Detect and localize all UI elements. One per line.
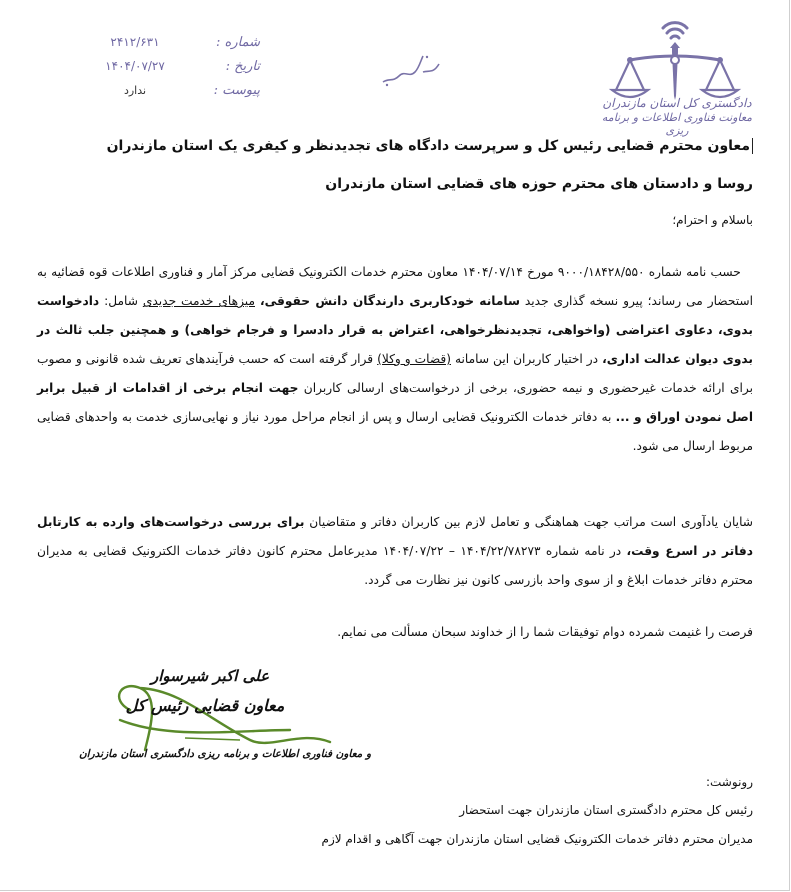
- signer-name: علی اکبر شیرسوار: [150, 667, 270, 685]
- p1-text-5: به دفاتر خدمات الکترونیک قضایی ارسال و پس از انجام مراحل مورد نیاز و نهایی‌سازی خدمت به واحدهای قضایی مربوط ارسال می شود.: [37, 410, 753, 453]
- attachment-value: ندارد: [123, 83, 147, 97]
- cc-label: رونوشت:: [705, 775, 753, 789]
- p1-bold-3: جهت انجام برخی از اقدامات از قبیل برابر اصل نمودن اوراق و ...: [37, 381, 753, 424]
- number-label: شماره :: [216, 34, 260, 50]
- p1-bold-1: سامانه خودکاربری دارندگان دانش حقوقی،: [259, 294, 520, 308]
- signer-title: معاون قضایی رئیس کل: [125, 696, 285, 715]
- meta-attachment: [80, 78, 260, 102]
- addressee-primary: معاون محترم قضایی رئیس کل و سرپرست دادگاه های تجدیدنظر و کیفری یک استان مازندران: [107, 138, 753, 154]
- letter-meta: [80, 30, 260, 102]
- bismillah-calligraphy: [375, 52, 445, 88]
- date-value: ۱۴۰۴/۰۷/۲۷: [105, 59, 165, 73]
- p2-text-2: در نامه شماره ۱۴۰۴/۲۲/۷۸۲۷۳ – ۱۴۰۴/۰۷/۲۲ مدیرعامل محترم کانون دفاتر خدمات الکترونیک قضایی به مدیران محترم دفاتر خدمات ابلاغ و از سوی واحد بازرسی کانون نیز نظارت می گردد.: [37, 544, 753, 587]
- p2-text-1: شایان یادآوری است مراتب جهت هماهنگی و تعامل لازم بین کاربران دفاتر و متقاضیان: [304, 515, 754, 529]
- p1-text-4: قرار گرفته است که حسب فرآیندهای تعریف شده قانونی و مصوب برای ارائه خدمات غیرحضوری و نیمه حضوری، برخی از درخواست‌های ارسالی کاربران: [37, 352, 753, 395]
- closing-paragraph: فرصت را غنیمت شمرده دوام توفیقات شما را از خداوند سبحان مسألت می نمایم.: [337, 625, 753, 639]
- number-value: ۲۴۱۲/۶۳۱: [110, 35, 160, 49]
- addressee-secondary: روسا و دادستان های محترم حوزه های قضایی استان مازندران: [325, 176, 753, 192]
- logo-org-name: دادگستری کل استان مازندران: [602, 96, 752, 110]
- date-label: تاریخ :: [225, 58, 260, 74]
- signer-unit: و معاون فناوری اطلاعات و برنامه ریزی دادگستری استان مازندران: [78, 748, 372, 760]
- logo-dept-name: معاونت فناوری اطلاعات و برنامه ریزی: [601, 111, 753, 137]
- p1-underline-2: (قضات و وکلا): [377, 352, 451, 366]
- p1-underline-1: میزهای خدمت جدیدی: [142, 294, 255, 308]
- p2-bold-1: برای بررسی درخواست‌های وارده به کارتابل دفاتر در اسرع وقت،: [37, 515, 754, 558]
- cc-item: مدیران محترم دفاتر خدمات الکترونیک قضایی استان مازندران جهت آگاهی و اقدام لازم: [321, 832, 753, 846]
- p1-text-3: در اختیار کاربران این سامانه: [451, 352, 603, 366]
- attachment-label: پیوست :: [213, 82, 260, 98]
- p1-text-1: حسب نامه شماره ۹۰۰۰/۱۸۴۲۸/۵۵۰ مورخ ۱۴۰۴/۰۷/۱۴ معاون محترم خدمات الکترونیک قضایی مرکز آمار و فناوری اطلاعات قوه قضائیه به استحضار می رساند؛ پیرو نسخه گذاری جدید: [37, 265, 754, 308]
- p1-text-2: شامل:: [99, 294, 143, 308]
- cc-item: رئیس کل محترم دادگستری استان مازندران جهت استحضار: [459, 803, 753, 817]
- body-paragraph-1: [37, 258, 753, 461]
- p1-bold-2: دادخواست بدوی، دعاوی اعتراضی (واخواهی، تجدیدنظرخواهی، اعتراض به قرار دادسرا و فرجام خواهی) و همچنین جلب ثالث در بدوی دیوان عدالت اداری،: [37, 294, 754, 366]
- meta-number: [80, 30, 260, 54]
- greeting: باسلام و احترام؛: [672, 213, 753, 227]
- meta-date: [80, 54, 260, 78]
- body-paragraph-2: [37, 508, 753, 595]
